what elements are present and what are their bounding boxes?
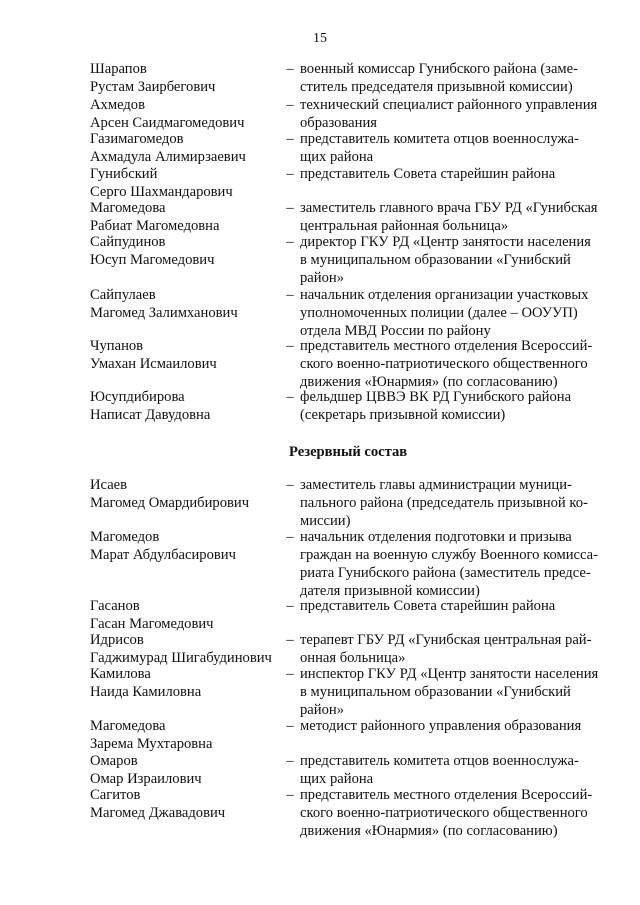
member-name: Гасанов Гасан Магомедович [90,598,214,632]
member-name: Камилова Наида Камиловна [90,666,202,700]
list-item [90,597,610,633]
member-name: Исаев Магомед Омардибирович [90,477,250,511]
list-item [90,786,610,840]
member-name: Гунибский Серго Шахмандарович [90,166,233,200]
member-name: Идрисов Гаджимурад Шигабудинович [90,632,272,666]
section-heading: Резервный состав [289,444,408,460]
member-role: представитель местного отделения Всероссий- ского военно-патриотического общественного движения «Юнармия» (по согласованию) [300,787,593,839]
dash: – [286,131,294,147]
list-item [90,717,610,753]
member-name: Чупанов Умахан Исмаилович [90,338,217,372]
dash: – [286,287,294,303]
member-role: методист районного управления образования [300,718,582,734]
member-name: Сайпудинов Юсуп Магомедович [90,234,215,268]
member-name: Сайпулаев Магомед Залимханович [90,287,238,321]
dash: – [286,529,294,545]
member-name: Ахмедов Арсен Саидмагомедович [90,97,245,131]
list-item [90,233,610,287]
dash: – [286,753,294,769]
member-name: Омаров Омар Израилович [90,753,202,787]
member-role: директор ГКУ РД «Центр занятости населения в муниципальном образовании «Гунибский район» [300,234,591,286]
list-item [90,631,610,667]
member-role: технический специалист районного управления образования [300,97,598,131]
member-role: терапевт ГБУ РД «Гунибская центральная рай- онная больница» [300,632,592,666]
list-item [90,528,610,600]
list-item [90,60,610,96]
member-name: Сагитов Магомед Джавадович [90,787,226,821]
member-role: начальник отделения подготовки и призыва граждан на военную службу Военного комисса- риата Гунибского района (заместитель предсе- дателя призывной комиссии) [300,529,598,599]
member-role: представитель комитета отцов военнослужа- щих района [300,753,579,787]
member-name: Газимагомедов Ахмадула Алимирзаевич [90,131,246,165]
member-role: военный комиссар Гунибского района (заме- ститель председателя призывной комиссии) [300,61,578,95]
dash: – [286,389,294,405]
list-item [90,752,610,788]
list-item [90,286,610,340]
member-name: Юсупдибирова Написат Давудовна [90,389,211,423]
dash: – [286,61,294,77]
list-item [90,165,610,201]
member-role: инспектор ГКУ РД «Центр занятости населения в муниципальном образовании «Гунибский район» [300,666,599,718]
list-item [90,130,610,166]
dash: – [286,200,294,216]
dash: – [286,234,294,250]
member-name: Магомедов Марат Абдулбасирович [90,529,236,563]
member-role: начальник отделения организации участковых уполномоченных полиции (далее – ООУУП) отдела МВД России по району [300,287,589,339]
dash: – [286,787,294,803]
member-role: представитель Совета старейшин района [300,598,556,614]
member-name: Магомедова Рабиат Магомедовна [90,200,220,234]
dash: – [286,477,294,493]
dash: – [286,666,294,682]
list-item [90,388,610,424]
member-role: заместитель главного врача ГБУ РД «Гунибская центральная районная больница» [300,200,598,234]
member-role: представитель местного отделения Всероссий- ского военно-патриотического общественного движения «Юнармия» (по согласованию) [300,338,593,390]
member-name: Магомедова Зарема Мухтаровна [90,718,213,752]
list-item [90,476,610,530]
dash: – [286,598,294,614]
member-role: представитель комитета отцов военнослужа- щих района [300,131,579,165]
dash: – [286,97,294,113]
member-role: фельдшер ЦВВЭ ВК РД Гунибского района (секретарь призывной комиссии) [300,389,572,423]
member-role: представитель Совета старейшин района [300,166,556,182]
dash: – [286,166,294,182]
list-item [90,199,610,235]
list-item [90,665,610,719]
dash: – [286,632,294,648]
list-item [90,337,610,391]
dash: – [286,718,294,734]
member-name: Шарапов Рустам Заирбегович [90,61,216,95]
member-role: заместитель главы администрации муници- пального района (председатель призывной ко- миссии) [300,477,588,529]
dash: – [286,338,294,354]
list-item [90,96,610,132]
page-number: 15 [313,31,327,46]
